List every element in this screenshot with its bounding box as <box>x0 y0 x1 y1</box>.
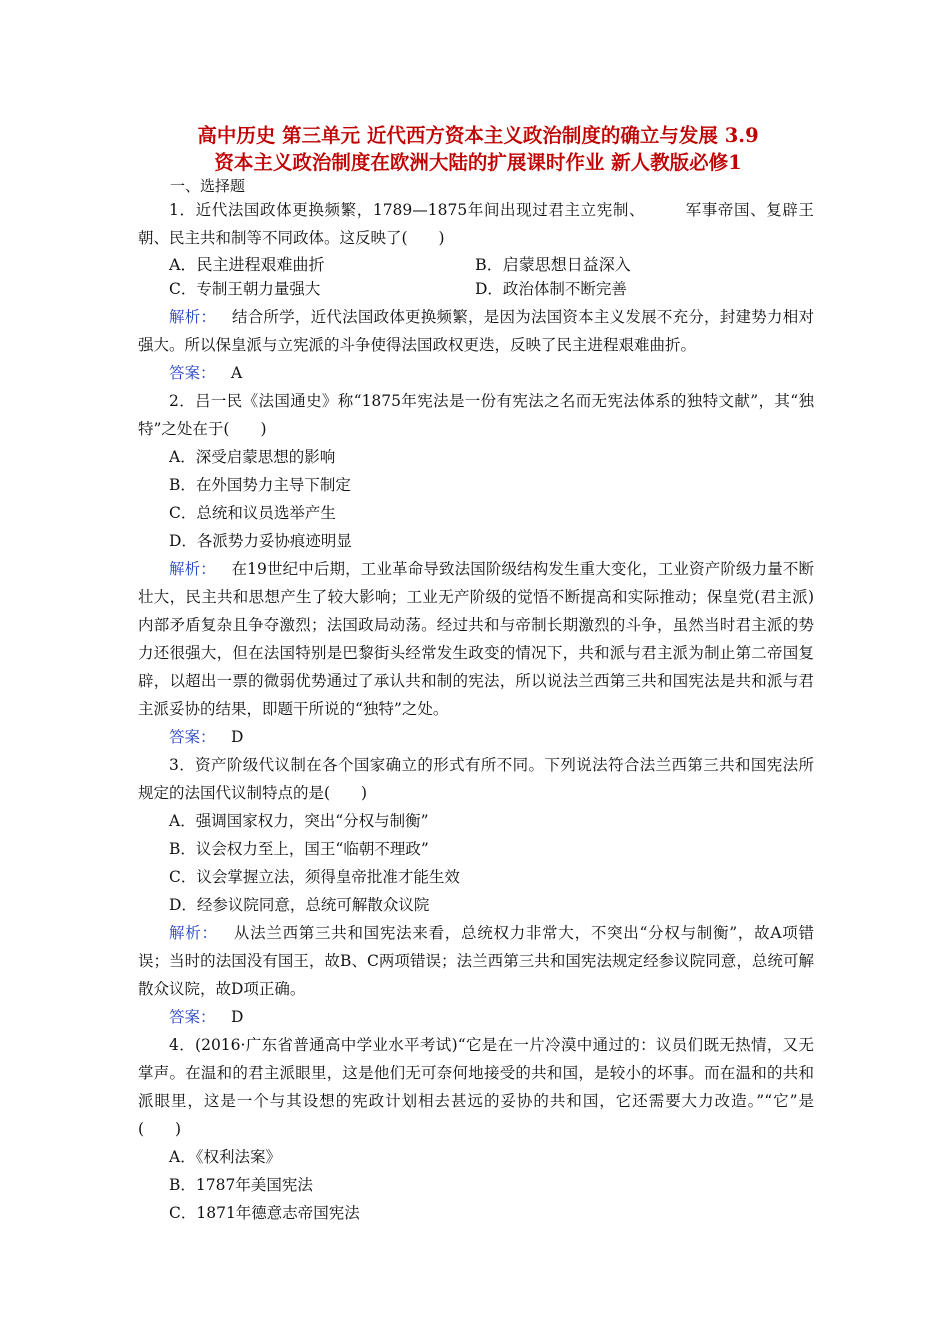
question-3-answer: 答案： D <box>169 1008 244 1026</box>
question-1-analysis: 解析： 结合所学，近代法国政体更换频繁，是因为法国资本主义发展不充分，封建势力相对强大。所以保皇派与立宪派的斗争使得法国政权更迭，反映了民主进程艰难曲折。 <box>138 308 814 354</box>
question-1-option-b: B．启蒙思想日益深入 <box>475 255 631 274</box>
question-1-option-a: A．民主进程艰难曲折 <box>169 255 325 274</box>
question-2-option-c: C．总统和议员选举产生 <box>169 504 336 522</box>
question-4-stem: 4．(2016·广东省普通高中学业水平考试)“它是在一片冷漠中通过的：议员们既无热情，又无掌声。在温和的君主派眼里，这是他们无可奈何地接受的共和国，是较小的坏事。而在温和的共和派眼里，这是一个与其设想的宪政计划相去甚远的妥协的共和国，它还需要大力改造。”“它”是( ) <box>138 1036 814 1138</box>
question-1-answer: 答案： A <box>169 364 243 382</box>
question-2-option-b: B．在外国势力主导下制定 <box>169 476 351 494</box>
question-3-analysis: 解析： 从法兰西第三共和国宪法来看，总统权力非常大，不突出“分权与制衡”，故A项错误；当时的法国没有国王，故B、C两项错误；法兰西第三共和国宪法规定经参议院同意，总统可解散众议院，故D项正确。 <box>138 924 814 998</box>
question-3-option-b: B．议会权力至上，国王“临朝不理政” <box>169 840 429 858</box>
document-title <box>128 122 828 176</box>
question-3-stem: 3．资产阶级代议制在各个国家确立的形式有所不同。下列说法符合法兰西第三共和国宪法所规定的法国代议制特点的是( ) <box>138 756 814 802</box>
question-1-option-d: D．政治体制不断完善 <box>475 280 627 298</box>
question-3-option-a: A．强调国家权力，突出“分权与制衡” <box>169 812 429 830</box>
question-4-option-b: B．1787年美国宪法 <box>169 1176 313 1194</box>
section-heading: 一、选择题 <box>170 177 246 195</box>
question-3-option-c: C．议会掌握立法，须得皇帝批准才能生效 <box>169 868 460 886</box>
question-4-option-c: C．1871年德意志帝国宪法 <box>169 1204 360 1222</box>
question-3-option-d: D．经参议院同意，总统可解散众议院 <box>169 896 430 914</box>
question-2-answer: 答案： D <box>169 728 244 746</box>
question-2-option-d: D．各派势力妥协痕迹明显 <box>169 532 352 550</box>
analysis-label: 解析： <box>169 560 216 578</box>
document-page <box>138 122 814 1227</box>
analysis-label: 解析： <box>169 924 218 942</box>
question-1-options-row-1 <box>138 252 814 275</box>
title-line-1: 高中历史 第三单元 近代西方资本主义政治制度的确立与发展 3.9 <box>197 124 759 147</box>
question-1-option-c: C．专制王朝力量强大 <box>169 280 321 298</box>
question-1-options-row-2 <box>138 275 814 303</box>
answer-label: 答案： <box>169 728 216 746</box>
question-2-stem: 2．吕一民《法国通史》称“1875年宪法是一份有宪法之名而无宪法体系的独特文献”，其“独特”之处在于( ) <box>138 392 814 438</box>
answer-label: 答案： <box>169 364 216 382</box>
question-2-analysis: 解析： 在19世纪中后期，工业革命导致法国阶级结构发生重大变化，工业资产阶级力量不断壮大，民主共和思想产生了较大影响；工业无产阶级的觉悟不断提高和实际推动；保皇党(君主派)内部矛盾复杂且争夺激烈；法国政局动荡。经过共和与帝制长期激烈的斗争，虽然当时君主派的势力还很强大，但在法国特别是巴黎街头经常发生政变的情况下，共和派与君主派为制止第二帝国复辟，以超出一票的微弱优势通过了承认共和制的宪法，所以说法兰西第三共和国宪法是共和派与君主派妥协的结果，即题干所说的“独特”之处。 <box>138 560 814 718</box>
question-1-stem: 1．近代法国政体更换频繁，1789—1875年间出现过君主立宪制、 军事帝国、复辟王朝、民主共和制等不同政体。这反映了( ) <box>138 201 814 247</box>
title-line-2: 资本主义政治制度在欧洲大陆的扩展课时作业 新人教版必修1 <box>214 151 742 174</box>
answer-label: 答案： <box>169 1008 216 1026</box>
question-4-option-a: A．《权利法案》 <box>169 1148 281 1166</box>
analysis-label: 解析： <box>169 308 217 326</box>
question-2-option-a: A．深受启蒙思想的影响 <box>169 448 336 466</box>
